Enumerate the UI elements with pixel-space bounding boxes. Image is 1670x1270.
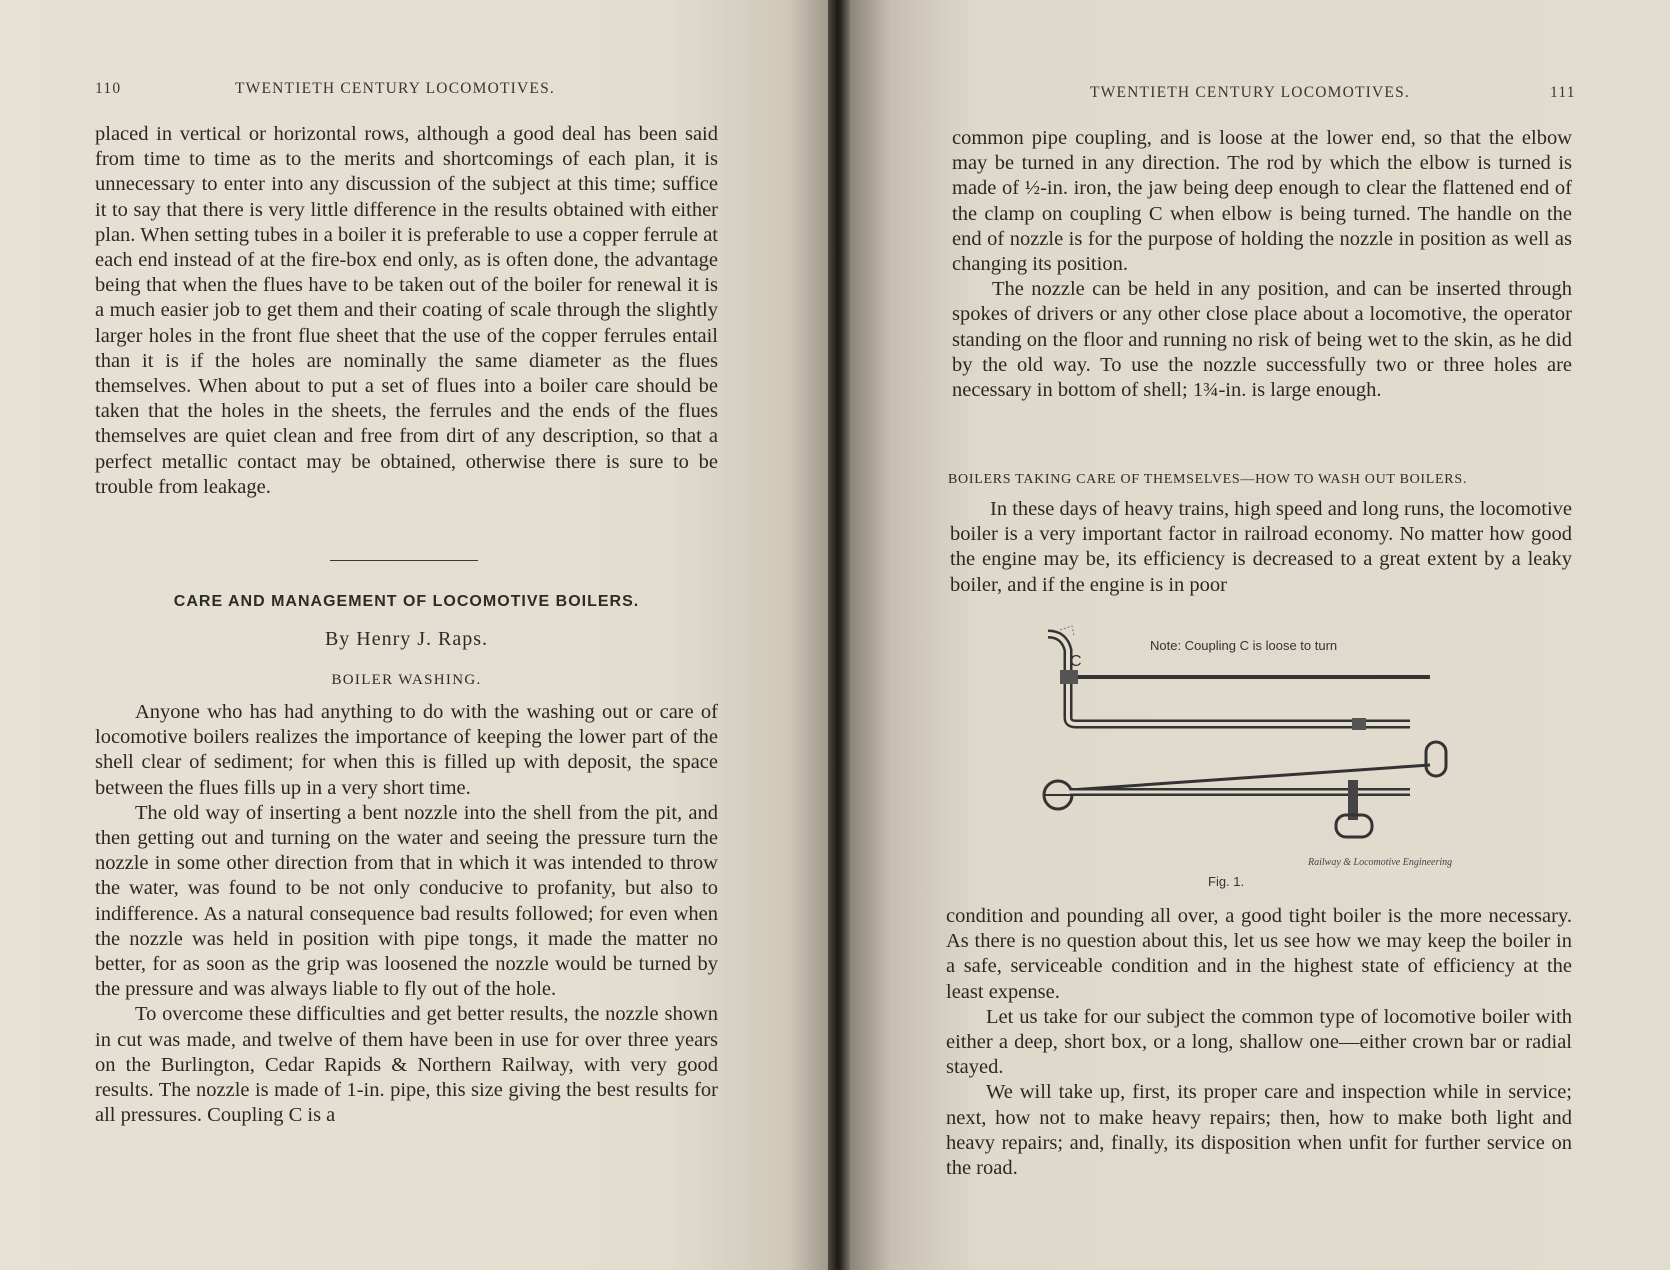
paragraph: Anyone who has had anything to do with the washing out or care of locomotive boilers realizes the importance of keeping the lower part of the shell clear of sediment; for when this is filled up with deposit, the space between the flues fills up in a very short time. [95, 701, 718, 799]
running-head-left: TWENTIETH CENTURY LOCOMOTIVES. [235, 80, 555, 97]
figure-caption: Fig. 1. [1208, 874, 1245, 889]
figure-note: Note: Coupling C is loose to turn [1150, 638, 1338, 653]
running-head-right: TWENTIETH CENTURY LOCOMOTIVES. [1090, 84, 1410, 101]
byline: By Henry J. Raps. [324, 628, 489, 650]
page-number-left: 110 [95, 80, 122, 97]
article-title: CARE AND MANAGEMENT OF LOCOMOTIVE BOILERS. [173, 593, 640, 610]
section-intro-block [950, 497, 1572, 598]
label-c: C [1070, 653, 1082, 670]
rod-clamp [1352, 718, 1366, 730]
page-number-right: 111 [1550, 84, 1576, 101]
section-divider [330, 560, 478, 561]
right-page [850, 0, 1670, 1270]
figure-nozzle [1030, 620, 1510, 890]
paragraph: condition and pounding all over, a good tight boiler is the more necessary. As there is no question about this, let us see how we may keep the boiler in a safe, serviceable condition and in the highest state of efficiency at the least expense. [946, 905, 1572, 1003]
coupling-c [1060, 670, 1078, 684]
paragraph: In these days of heavy trains, high speed and long runs, the locomotive boiler is a very important factor in railroad economy. No matter how good the engine may be, its efficiency is decreased to a great extent by a leaky boiler, and if the engine is in poor [950, 498, 1572, 596]
paragraph: The old way of inserting a bent nozzle into the shell from the pit, and then getting out and turning on the water and seeing the pressure turn the nozzle in some other direction from that in which it was intended to throw the water, was found to be not only conducive to profanity, but also to indifference. As a natural consequence bad results followed; for even when the nozzle was held in position with pipe tongs, it made the matter no better, for as soon as the grip was loosened the nozzle would be turned by the pressure and was always liable to fly out of the hole. [95, 801, 718, 1001]
book-gutter [828, 0, 850, 1270]
nozzle-drawing [1030, 620, 1510, 890]
section-heading: BOILERS TAKING CARE OF THEMSELVES—HOW TO WASH OUT BOILERS. [948, 472, 1468, 487]
right-bottom-body [946, 904, 1572, 1181]
left-body [95, 700, 718, 1128]
paragraph: Let us take for our subject the common type of locomotive boiler with either a deep, short box, or a long, shallow one—either crown bar or radial stayed. [946, 1005, 1572, 1079]
intro-paragraph: placed in vertical or horizontal rows, although a good deal has been said from time to time as to the merits and shortcomings of each plan, it is unnecessary to enter into any discussion of the subject at this time; suffice it to say that there is very little difference in the results obtained with either plan. When setting tubes in a boiler it is preferable to use a copper ferrule at each end instead of at the fire-box end only, as is often done, the advantage being that when the flues have to be taken out of the boiler for renewal it is a much easier job to get them and their coating of scale through the slightly larger holes in the front flue sheet that the use of the copper ferrules entail than it is if the holes are nominally the same diameter as the flues themselves. When about to put a set of flues into a boiler care should be taken that the holes in the sheets, the ferrules and the ends of the flues themselves are quiet clean and free from dirt of any description, so that a perfect metallic contact may be obtained, otherwise there is sure to be trouble from leakage. [95, 123, 718, 498]
diagonal-rod [1070, 765, 1430, 790]
figure-credit: Railway & Locomotive Engineering [1308, 857, 1453, 868]
paragraph: The nozzle can be held in any position, and can be inserted through spokes of drivers or any other close place about a locomotive, the operator standing on the floor and running no risk of being wet to the skin, as he did by the old way. To use the nozzle successfully two or three holes are necessary in bottom of shell; 1¾-in. is large enough. [952, 278, 1572, 402]
right-top-body [952, 126, 1572, 403]
paragraph: common pipe coupling, and is loose at the lower end, so that the elbow may be turned in any direction. The rod by which the elbow is turned is made of ½-in. iron, the jaw being deep enough to clear the flattened end of the clamp on coupling C when elbow is being turned. The handle on the end of nozzle is for the purpose of holding the nozzle in position as well as changing its position. [952, 127, 1572, 276]
rod-handle-ring [1426, 742, 1446, 776]
paragraph: We will take up, first, its proper care and inspection while in service; next, how not to make heavy repairs; then, how to make both light and heavy repairs; and, finally, its disposition when unfit for further service on the road. [946, 1081, 1572, 1180]
left-intro-block [95, 122, 718, 500]
subheading-boiler-washing: BOILER WASHING. [331, 672, 482, 688]
left-page [0, 0, 830, 1270]
paragraph: To overcome these difficulties and get better results, the nozzle shown in cut was made, and twelve of them have been in use for over three years on the Burlington, Cedar Rapids & Northern Railway, with very good results. The nozzle is made of 1-in. pipe, this size giving the best results for all pressures. Coupling C is a [95, 1003, 718, 1127]
